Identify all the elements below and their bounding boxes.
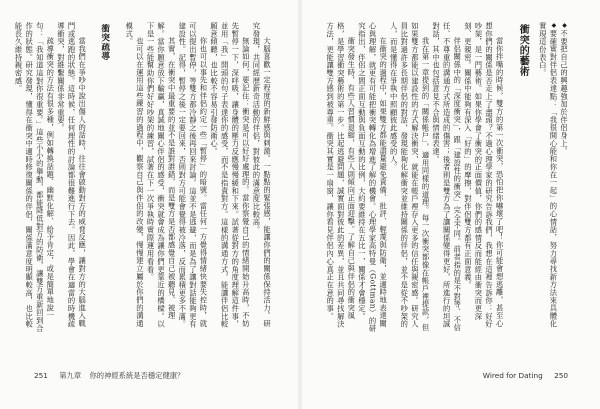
running-head: Wired for Dating: [482, 371, 543, 380]
right-text-block: [325, 22, 569, 334]
left-paragraph: 你也可以事先和伴侶約定一些「暫停」的暗號。當任何一方覺得情緒快要失控時，就可以提出暫停，等雙方都冷靜之後再回來討論。這並不是逃避，而是為了讓對話能夠更有建設性。記得，暫停之後一定要回來，否則對方可能會覺得被冷落，反而累積更多不滿。: [178, 22, 209, 329]
section-heading-art-of-conflict: 衝突的藝術: [517, 24, 529, 77]
left-paragraph: 當我們在爭吵中說出傷人的話時，往往會啟動對方的威脅反應，讓對方的大腦進入戰鬥或逃跑的狀態。這時候，任何理性的討論都很難進行下去。因此，學會在適當的時機疏導衝突，對維繫關係非常重要。: [56, 22, 88, 329]
page-number: 251: [34, 371, 48, 380]
chapter-title: 你的神經系統是否穩定健康？: [89, 371, 185, 380]
left-paragraph: 大腦喜歡一定程度的新鮮感與刺激。一點點的緊張感，能讓你們的關係保持活力。研究發現，共同經歷新奇活動的伴侶，對彼此的滿意度比較高。: [252, 22, 272, 328]
left-footer: [34, 371, 184, 381]
right-paragraph: 伴侶關係中的「深度衝突」，跟「建設性的衝突」完全不同。前者指的是不對等、不信任、不尊重的溝通方式所造成的傷害；後者則是雙方為了讓關係變得更好，所進行的坦誠對話，其中也包括意見不合與情緒表達。: [432, 22, 463, 332]
left-paragraph: 疏導衝突的方法有很多種，例如轉換話題、幽默化解、給予肯定，或是簡單地說一句：「我知道這對你很重要。」這些小小的舉動，都能降低對方的防衛，讓雙方重新回到合作的狀態。研究發現，懂得在衝突中適時修復關係的伴侶，關係滿意度明顯較高，也比較能長久維持親密感。: [14, 22, 56, 333]
bullet-mark: ◆: [550, 22, 558, 30]
left-paragraph: 無論如何，要記住：衝突是可以好好處理的。當你察覺自己的情緒開始升高時，不妨先暫停一下，深呼吸，讓身體的壓力反應慢慢緩和下來。試著從對方的角度理解這件事，並用「我」開頭的句子表達你的感受，而不是指責對方。這樣的溝通方式，能讓伴侶比較願意傾聽，也比較不容易引發防衛心。: [210, 22, 251, 329]
page-number: 250: [554, 371, 568, 380]
left-paragraph: 其實，在衝突中最重要的並不是誰對誰錯，而是雙方是否都感覺自己被聽見、被理解。當你願意放下輸贏，真誠地關心伴侶的感受，衝突就會成為讓你們更靠近的橋樑。以下是一些能幫助你們好好吵架的練習，試著在下一次爭執時實際運用看看。: [146, 22, 177, 329]
bullet-mark: ◆: [561, 22, 568, 30]
left-text-block: [14, 22, 272, 334]
section-heading-conflict-guidance: 衝突疏導: [99, 24, 110, 61]
bullet-item: ◆不要把自己的興趣強加於伴侶身上。: [560, 22, 569, 156]
left-paragraph: 也可以在運用這些練習的過程中，觀察自己與伴侶的改變，慢慢建立屬於你們的溝通模式。: [125, 22, 145, 328]
right-paragraph: 當你拌嘴的時候，雙方的第一次衝突，恐怕把你嚇壞了吧！你可能會想逃離，甚至心想你們的關係是否走上了盡頭？不過心理學家的研究告訴我們，我想在這裡告訴你：好好吵架，是一門藝術。如果你學會了衝突的正面價值，你們的感情反而能經由衝突而更深刻、更親密。關係中能夠有深入「好的」的摩擦，對伴侶雙方都有正面意義。: [463, 22, 505, 329]
bullet-item: ◆要確實對伴侶表達點：「我很開心能和你在一起」的心情話，努力尋找新方法來具體化實現這份表白。: [538, 22, 559, 328]
chapter-label: 第九章: [59, 371, 82, 380]
right-page: [300, 0, 600, 409]
right-paragraph: 衝突發生時，有些人習慣退縮，有些人則傾向正面迎擊。了解自己與伴侶的衝突風格，是學習衝突藝術的第一步。比起逃避問題，誠實面對彼此的差異，並且共同尋找解決方法，更能讓雙方感到被尊重。衝突其實是一扇窗，讓你看見伴侶內心真正在意的事。: [326, 22, 357, 329]
right-footer: [483, 371, 568, 380]
right-paragraph: 在衝突的過程中，如果雙方都能盡量避免責備、批評、輕蔑與防衛，並適時地表達關心與理解，就更有可能把衝突轉化為增進了解的機會。心理學家高特曼（Gottman）的研究指出，伴侶之間正面互動與負面互動的比例，大約要維持在五比一，關係才會穩定。: [357, 22, 389, 333]
right-paragraph: 我在第一章提到的「關係帳戶」，適用同樣的道理。每一次衝突都像在帳戶裡提款，但如果雙方都能以建設性的方式解決衝突，就能在帳戶裡存入更多的信任與親密感。研究人員比對過許多長期伴侶的對話，發現能夠化解衝突並維持關係的伴侶，並不是從不吵架的人，而是懂得在爭執中照顧彼此感受的人。: [389, 22, 431, 332]
